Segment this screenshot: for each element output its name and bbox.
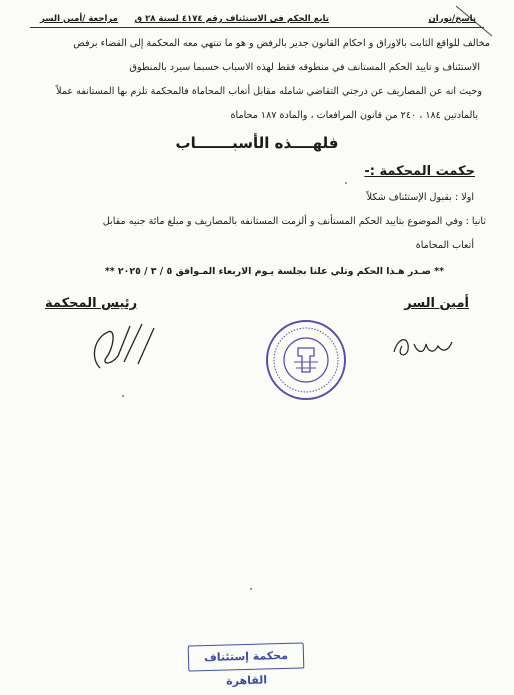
ink-speck bbox=[345, 182, 347, 184]
ruling-item-2: ثانيا : وفي الموضوع بتاييد الحكم المستأنف و ألزمت المستانفه بالمصاريف و مبلغ مائة جنيه مقابل bbox=[102, 216, 486, 227]
court-seal-icon bbox=[264, 318, 348, 402]
body-line-4: بالمادتين ١٨٤ ، ٢٤٠ من قانون المرافعات ، والمادة ١٨٧ محاماة bbox=[230, 110, 478, 121]
secretary-signature bbox=[388, 326, 458, 366]
secretary-signature-label: أمين السر bbox=[404, 296, 469, 311]
ink-speck bbox=[250, 588, 252, 590]
body-line-3: وحيث انه عن المصاريف عن درجتي التقاضي شامله مقابل أتعاب المحاماة فالمحكمة تلزم بها المستانفه عملاً bbox=[56, 86, 482, 97]
header-divider bbox=[30, 27, 484, 28]
section-heading-reasons: فلهــــذه الأسبـــــــاب bbox=[175, 134, 339, 152]
header-reviewer: مراجعة /أمين السر bbox=[40, 14, 118, 24]
ruling-item-1: اولا : بقبول الإستئناف شكلاً bbox=[366, 192, 474, 203]
president-signature-label: رئيس المحكمة bbox=[45, 296, 138, 311]
body-line-1: مخالف للواقع الثابت بالاوراق و احكام القانون جدير بالرفض و هو ما تنتهي معه المحكمة إلى القضاء برفض bbox=[73, 38, 490, 49]
president-signature bbox=[80, 318, 160, 376]
ink-speck bbox=[122, 395, 124, 397]
header-case-reference: تابع الحكم فى الاستئناف رقم ٤١٧٤ لسنة ٢٨ ق bbox=[134, 14, 329, 24]
issuance-statement: ** صـدر هـذا الحكم وتلي علنا بجلسة يـوم الاربعاء المـوافق ٥ / ٣ / ٢٠٢٥ ** bbox=[104, 266, 444, 277]
ruling-title: حكمت المحكمة :- bbox=[364, 164, 475, 179]
body-line-2: الاستئناف و تاييد الحكم المستانف في منطوقه فقط لهذه الاسباب حسبما سيرد بالمنطوق bbox=[129, 62, 480, 73]
court-stamp: محكمة إستئناف القاهرة bbox=[188, 642, 305, 671]
header-copyist: ناسخ/نوران bbox=[428, 14, 476, 24]
ruling-item-2-continued: أتعاب المحاماة bbox=[415, 240, 474, 251]
